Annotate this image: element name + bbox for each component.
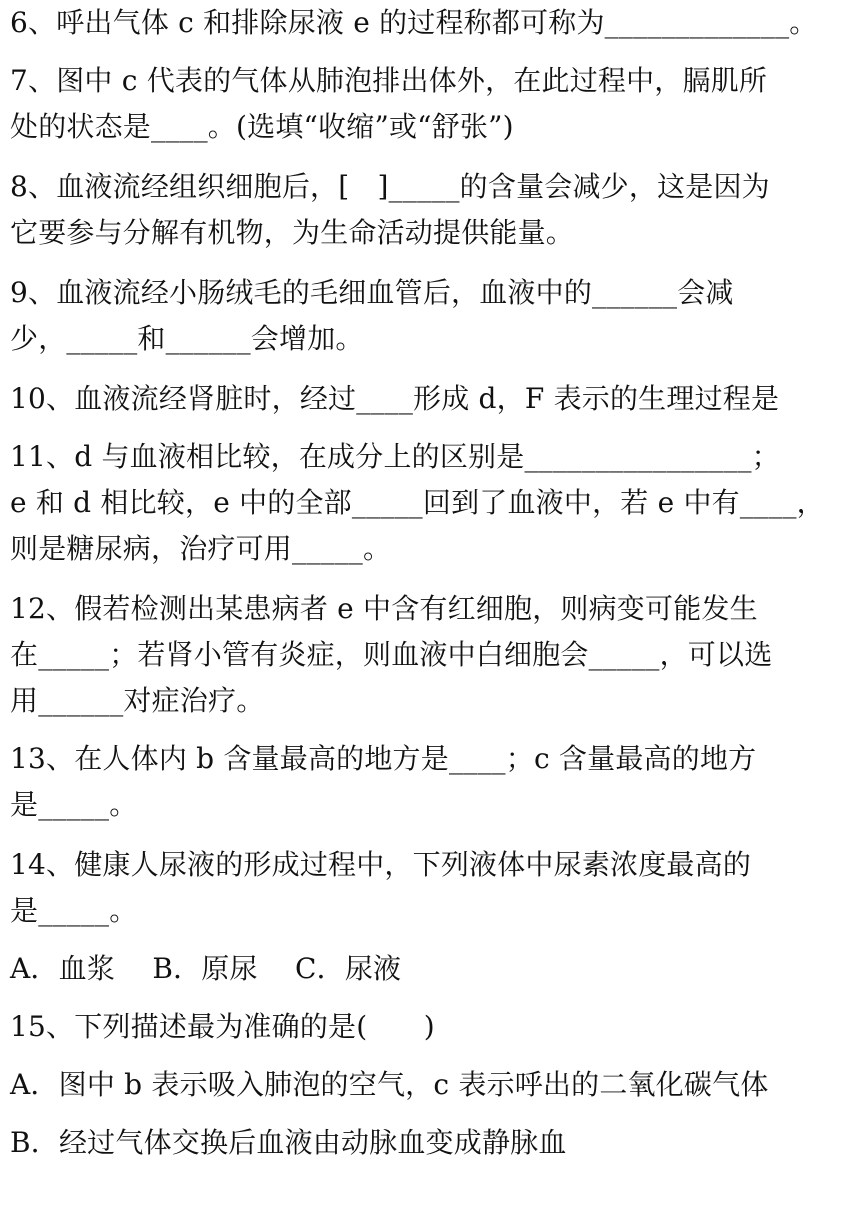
question-13-line-1: 13、在人体内 b 含量最高的地方是____；c 含量最高的地方 xyxy=(10,742,757,775)
question-9-line-1: 9、血液流经小肠绒毛的毛细血管后，血液中的______会减 xyxy=(10,276,734,309)
question-12-line-1: 12、假若检测出某患病者 e 中含有红细胞，则病变可能发生 xyxy=(10,592,758,625)
question-15-line-1: 15、下列描述最为准确的是( ) xyxy=(10,1010,435,1043)
question-8-line-2: 它要参与分解有机物，为生命活动提供能量。 xyxy=(10,216,575,249)
question-12-line-3: 用______对症治疗。 xyxy=(10,684,265,717)
question-11-line-2: e 和 d 相比较，e 中的全部_____回到了血液中，若 e 中有____， xyxy=(10,486,825,519)
question-14-line-1: 14、健康人尿液的形成过程中，下列液体中尿素浓度最高的 xyxy=(10,848,752,881)
question-9-line-2: 少，_____和______会增加。 xyxy=(10,322,364,355)
question-7-line-2: 处的状态是____。(选填“收缩”或“舒张”) xyxy=(10,110,514,143)
question-8-line-1: 8、血液流经组织细胞后，[ ]_____的含量会减少，这是因为 xyxy=(10,170,770,203)
question-15-option-b: B．经过气体交换后血液由动脉血变成静脉血 xyxy=(10,1126,567,1159)
question-10-line-1: 10、血液流经肾脏时，经过____形成 d，F 表示的生理过程是 xyxy=(10,382,780,415)
question-7-line-1: 7、图中 c 代表的气体从肺泡排出体外，在此过程中，膈肌所 xyxy=(10,64,768,97)
question-14-line-2: 是_____。 xyxy=(10,894,138,927)
question-6-line-1: 6、呼出气体 c 和排除尿液 e 的过程称都可称为_____________。 xyxy=(10,6,818,39)
question-14-options: A．血浆 B．原尿 C．尿液 xyxy=(10,952,402,985)
question-11-line-1: 11、d 与血液相比较，在成分上的区别是________________； xyxy=(10,440,780,473)
question-11-line-3: 则是糖尿病，治疗可用_____。 xyxy=(10,532,392,565)
question-12-line-2: 在_____；若肾小管有炎症，则血液中白细胞会_____，可以选 xyxy=(10,638,773,671)
question-13-line-2: 是_____。 xyxy=(10,788,138,821)
question-15-option-a: A．图中 b 表示吸入肺泡的空气，c 表示呼出的二氧化碳气体 xyxy=(10,1068,769,1101)
